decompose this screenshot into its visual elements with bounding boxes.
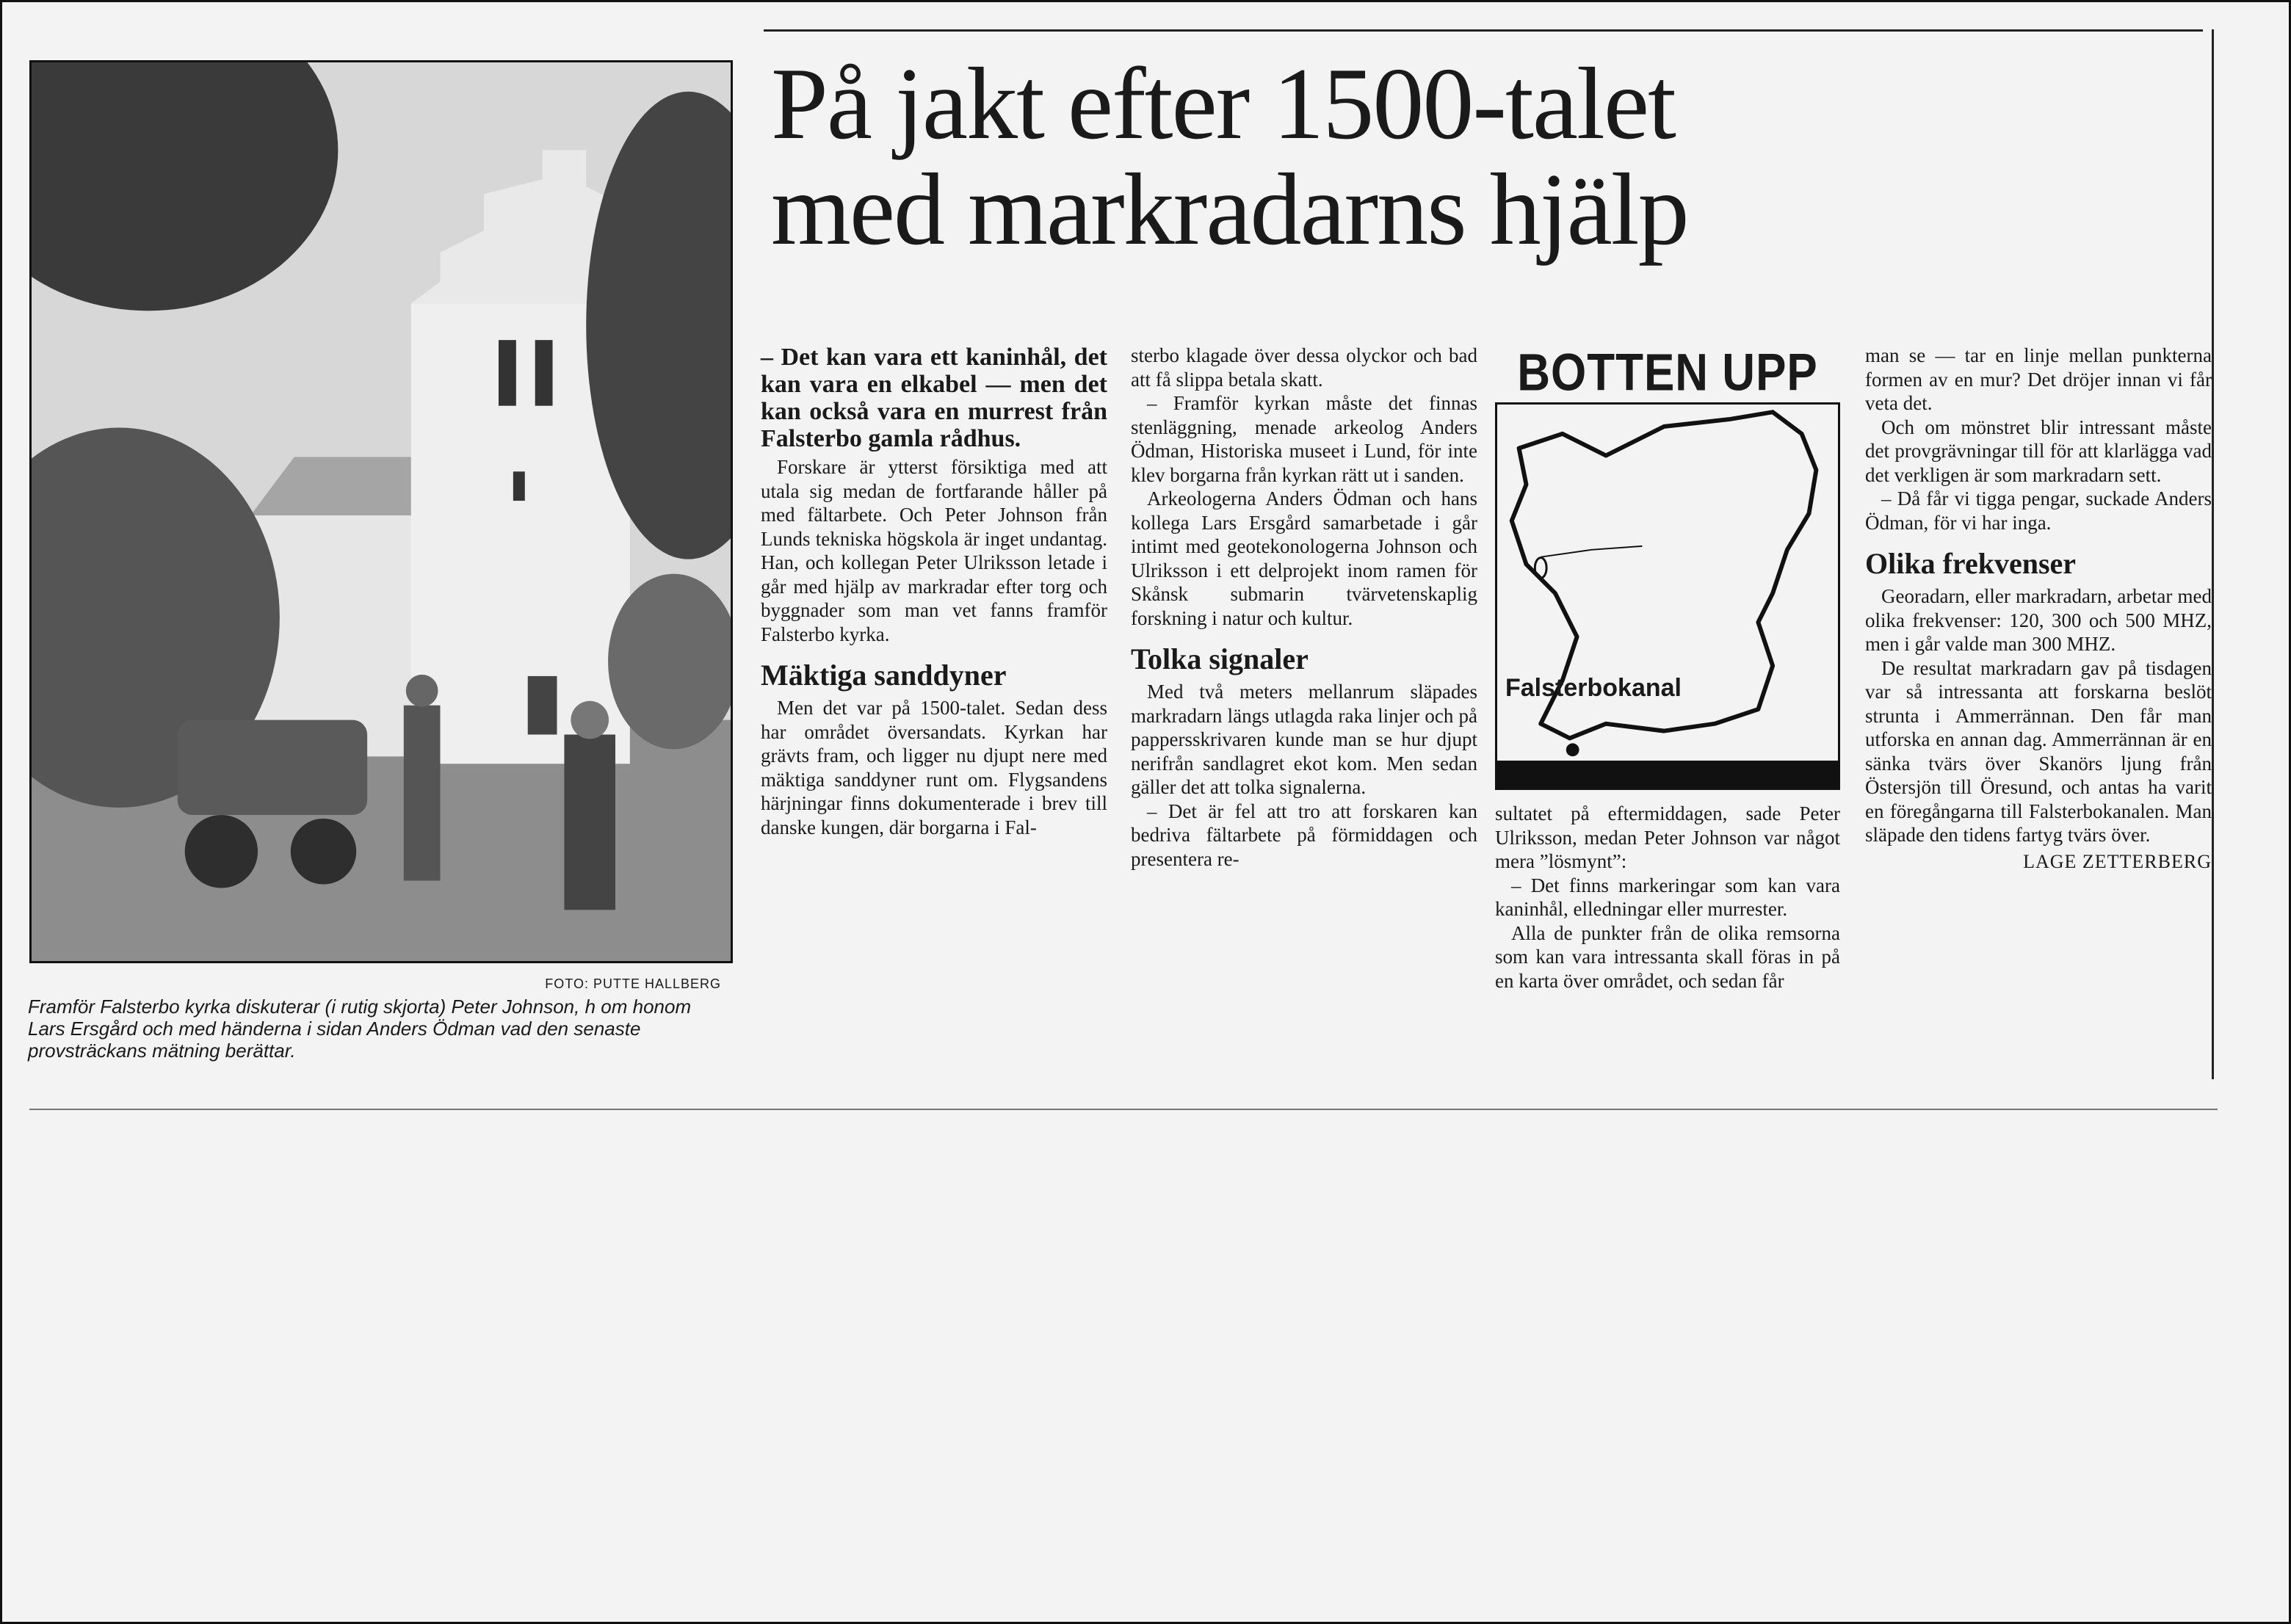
paragraph: sterbo klagade över dessa olyckor och bad att få slippa betala skatt. <box>1131 344 1477 391</box>
top-rule <box>764 29 2203 32</box>
subhead-maktiga-sanddyner: Mäktiga sanddyner <box>761 659 1007 692</box>
paragraph: Georadarn, eller markradarn, arbetar med olika frekvenser: 120, 300 och 500 MHZ, men i går valde man 300 MHZ. <box>1865 585 2212 655</box>
map-graphic <box>1495 344 1840 790</box>
map-label-falsterbokanal: Falsterbokanal <box>1505 674 1682 702</box>
map-black-bar <box>1495 761 1840 790</box>
paragraph: – Framför kyrkan måste det finnas stenläggning, menade arkeolog Anders Ödman, Historiska museet i Lund, för inte klev borgarna från kyrkan rätt ut i sanden. <box>1131 392 1477 486</box>
column-2 <box>1131 344 1477 871</box>
paragraph: Arkeologerna Anders Ödman och hans kollega Lars Ersgård samarbetade i går intimt med geotekonologerna Johnson och Ulriksson i ett delprojekt inom ramen för Skånsk submarin tvärvetenskaplig forskning i natur och kultur. <box>1131 487 1477 629</box>
paragraph: – Det är fel att tro att forskaren kan bedriva fältarbete på förmiddagen och presentera re- <box>1131 800 1477 870</box>
paragraph: De resultat markradarn gav på tisdagen var så intressanta att forskarna beslöt strunta i Ammerrännan. Den får man utforska en annan dag. Ammerrännan är en sänka tvärs över Skanörs ljung från Östersjön till Öresund, och antas ha varit en föregångarna till Falsterbokanalen. Man släpade den tidens fartyg tvärs över. <box>1865 656 2212 846</box>
paragraph: sultatet på eftermiddagen, sade Peter Ulriksson, medan Peter Johnson var något mera ”lösmynt”: <box>1495 802 1840 872</box>
headline-line-1: På jakt efter 1500-talet <box>771 47 1675 161</box>
paragraph: Forskare är ytterst försiktiga med att utala sig medan de fortfarande håller på med fältarbete. Och Peter Johnson från Lunds tekniska högskola är inget undantag. Han, och kollegan Peter Ulriksson letade i går med hjälp av markradar efter torg och byggnader som man vet fanns framför Falsterbo kyrka. <box>761 456 1107 645</box>
paragraph: – Det finns markeringar som kan vara kaninhål, elledningar eller murrester. <box>1495 874 1840 920</box>
church-photo <box>29 60 733 963</box>
paragraph: Alla de punkter från de olika remsorna som kan vara intressanta skall föras in på en karta över området, och sedan får <box>1495 921 1840 992</box>
subhead-tolka-signaler: Tolka signaler <box>1131 642 1309 675</box>
map-frame <box>1495 402 1840 790</box>
byline: LAGE ZETTERBERG <box>2023 850 2212 872</box>
column-3 <box>1495 802 1840 993</box>
photo-credit: FOTO: PUTTE HALLBERG <box>545 976 721 991</box>
church-illustration <box>32 62 731 961</box>
map-title: BOTTEN UPP <box>1517 344 1818 402</box>
paragraph: Med två meters mellanrum släpades markradarn längs utlagda raka linjer och på pappersskrivaren kunde man se hur djupt nerifrån sandlagret ekot kom. Men sedan gäller det att tolka signalerna. <box>1131 681 1477 798</box>
bottom-rule <box>29 1109 2218 1110</box>
paragraph: – Då får vi tigga pengar, suckade Anders Ödman, för vi har inga. <box>1865 487 2212 534</box>
paragraph: man se — tar en linje mellan punkterna formen av en mur? Det dröjer innan vi får veta det. <box>1865 344 2212 414</box>
skane-outline <box>1497 405 1838 788</box>
lead-paragraph: – Det kan vara ett kaninhål, det kan vara en elkabel — men det kan också vara en murrest från Falsterbo gamla rådhus. <box>761 344 1107 452</box>
headline-line-2: med markradarns hjälp <box>771 153 1688 267</box>
headline <box>771 47 2269 267</box>
column-4 <box>1865 344 2212 874</box>
paragraph: Och om mönstret blir intressant måste det provgrävningar till för att klarlägga vad det verkligen är som markradarn sett. <box>1865 416 2212 486</box>
photo-caption: Framför Falsterbo kyrka diskuterar (i rutig skjorta) Peter Johnson, h om honom Lars Ersgård och med händerna i sidan Anders Ödman vad den senaste provsträckans mätning berättar. <box>28 996 692 1062</box>
subhead-olika-frekvenser: Olika frekvenser <box>1865 547 2077 580</box>
paragraph: Men det var på 1500-talet. Sedan dess har området översandats. Kyrkan har grävts fram, och ligger nu djupt nere med mäktiga sanddyner runt om. Flygsandens härjningar finns dokumenterade i brev till danske kungen, där borgarna i Fal- <box>761 697 1107 838</box>
column-1 <box>761 344 1107 839</box>
